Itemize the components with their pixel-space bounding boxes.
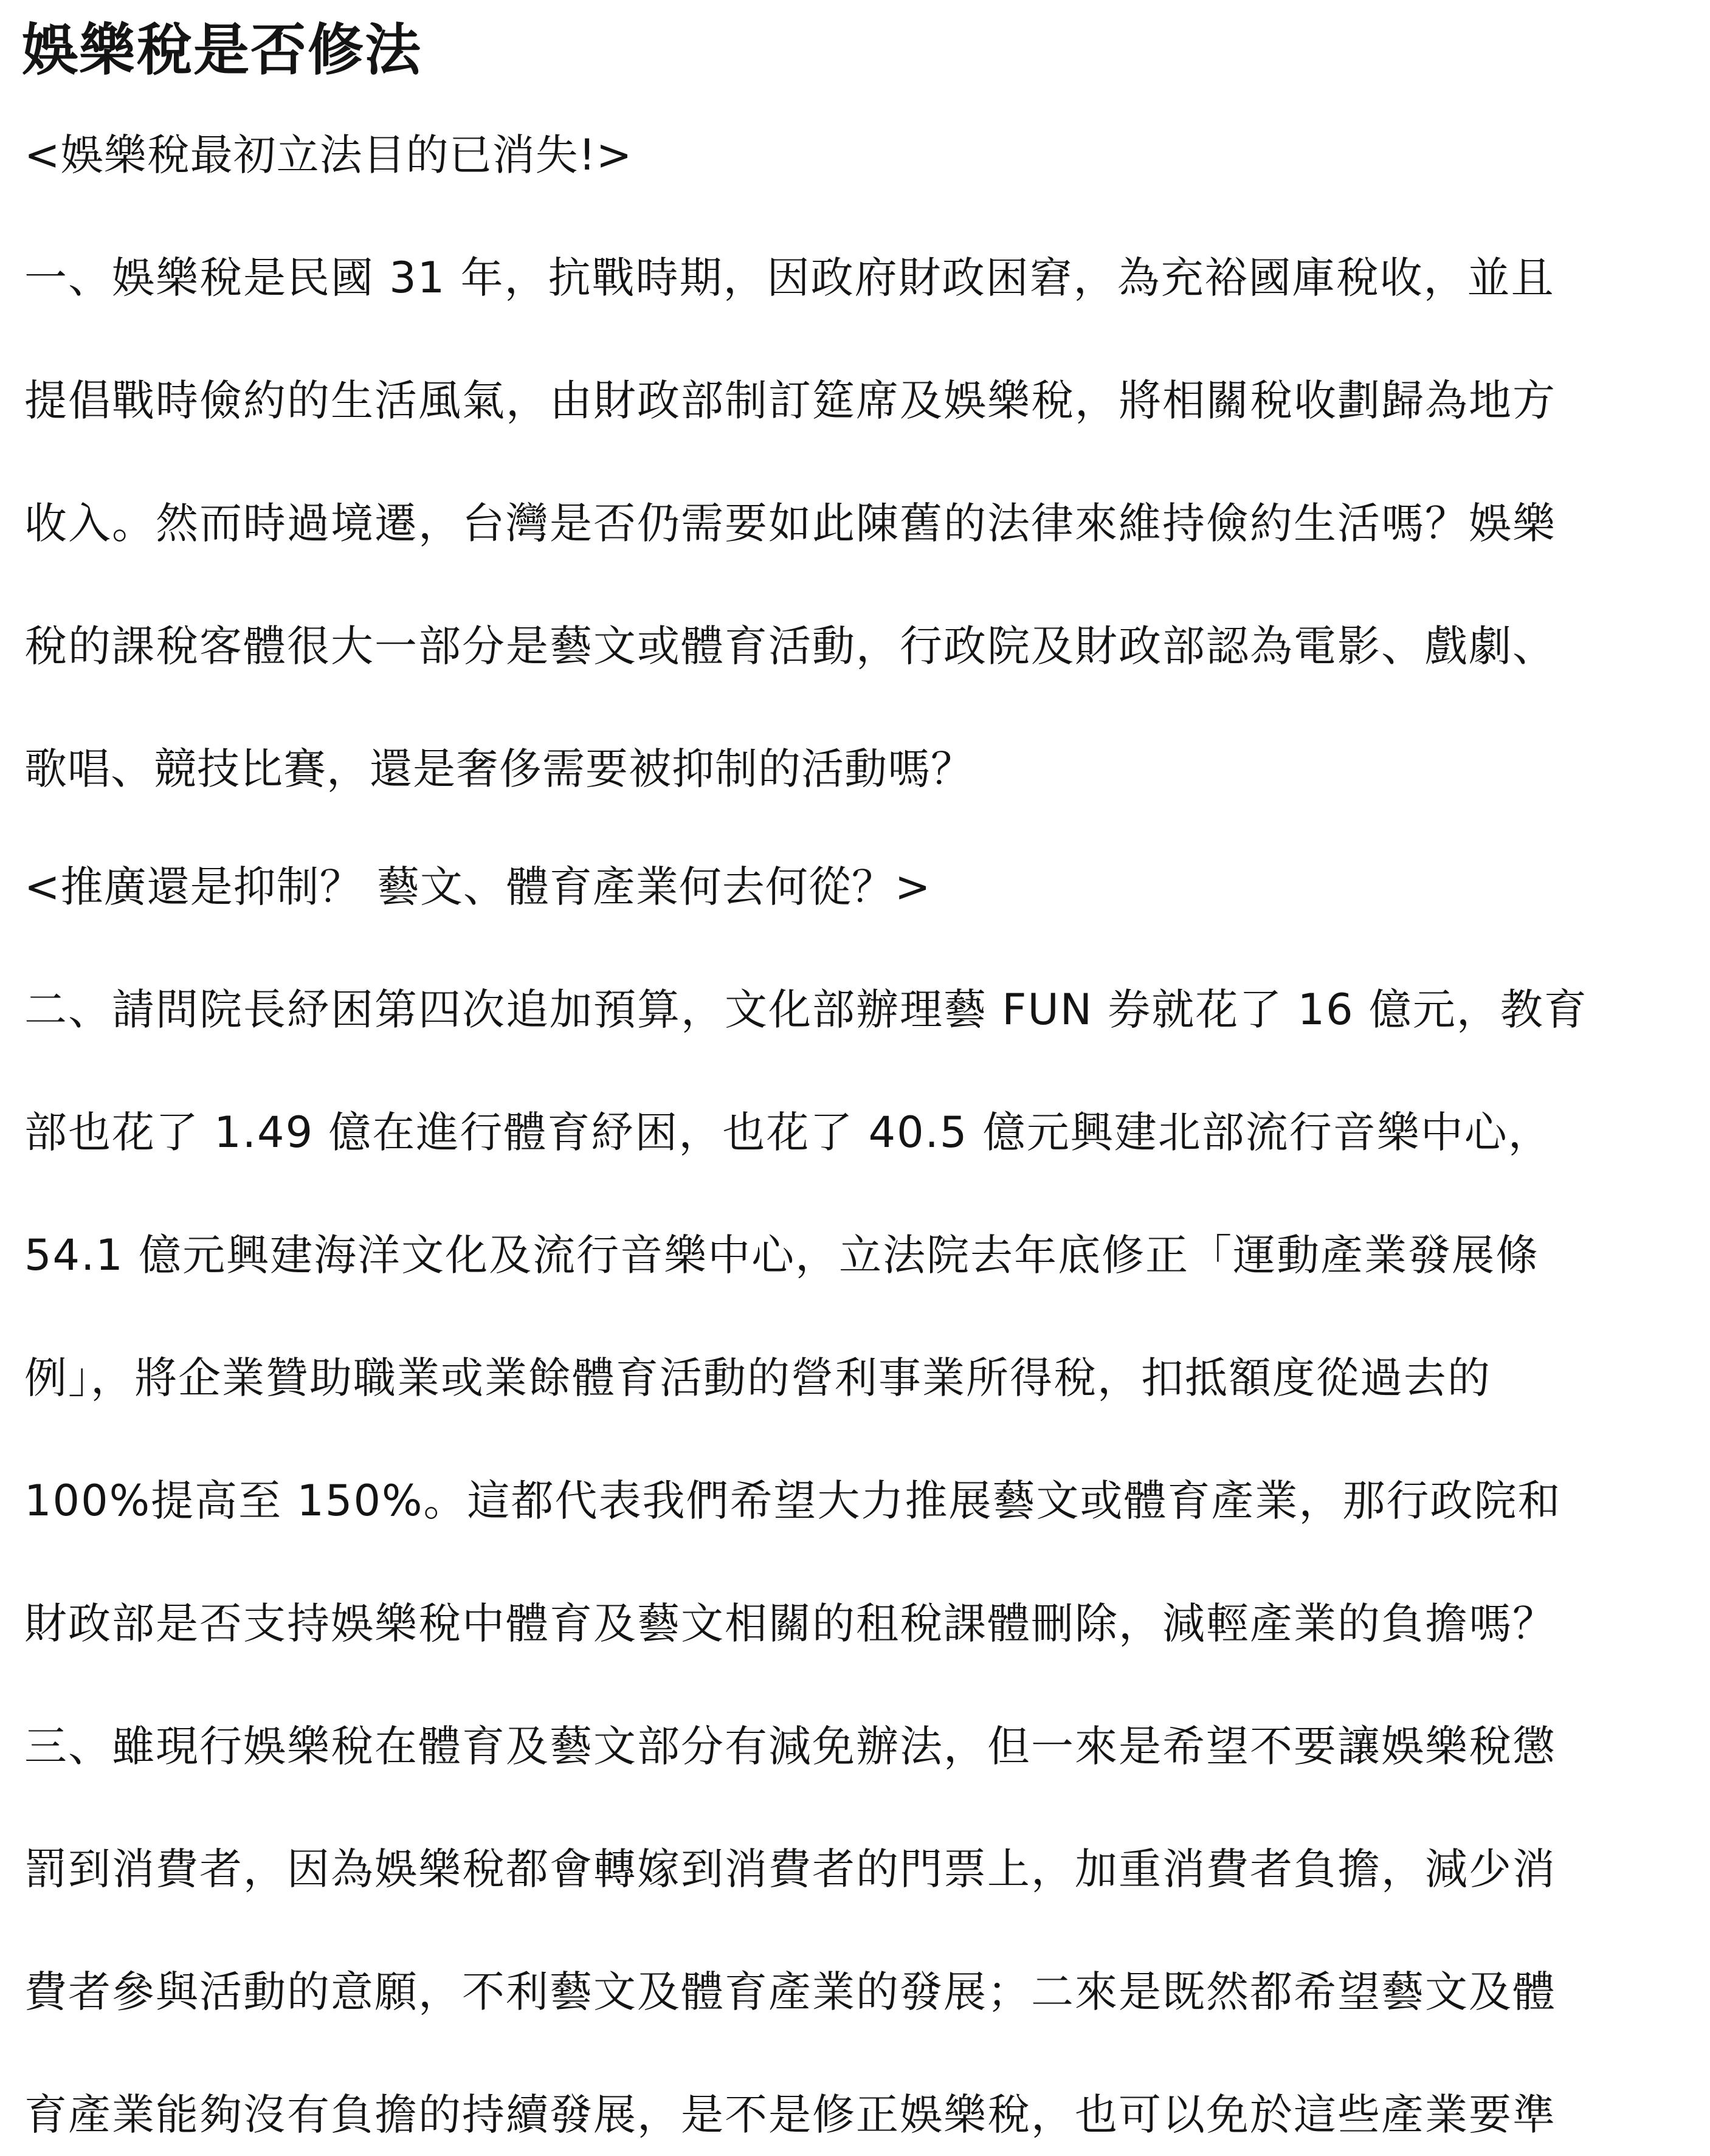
paragraph-line: 二、請問院長紓困第四次追加預算，文化部辦理藝 FUN 券就花了 16 億元，教育 <box>24 985 1588 1035</box>
paragraph-line: 歌唱、競技比賽，還是奢侈需要被抑制的活動嗎？ <box>24 744 974 794</box>
paragraph-line: 育產業能夠沒有負擔的持續發展，是不是修正娛樂稅，也可以免於這些產業要準 <box>24 2090 1556 2140</box>
paragraph-line: 54.1 億元興建海洋文化及流行音樂中心，立法院去年底修正「運動產業發展條 <box>24 1230 1540 1280</box>
section-heading-2: <推廣還是抑制？ 藝文、體育產業何去何從？> <box>24 862 931 912</box>
paragraph-line: 稅的課稅客體很大一部分是藝文或體育活動，行政院及財政部認為電影、戲劇、 <box>24 621 1556 671</box>
section-heading-1: <娛樂稅最初立法目的已消失!> <box>24 130 633 180</box>
paragraph-line: 罰到消費者，因為娛樂稅都會轉嫁到消費者的門票上，加重消費者負擔，減少消 <box>24 1844 1556 1894</box>
paragraph-line: 財政部是否支持娛樂稅中體育及藝文相關的租稅課體刪除，減輕產業的負擔嗎？ <box>24 1599 1556 1648</box>
paragraph-line: 一、娛樂稅是民國 31 年，抗戰時期，因政府財政困窘，為充裕國庫稅收，並且 <box>24 253 1555 303</box>
paragraph-line: 提倡戰時儉約的生活風氣，由財政部制訂筵席及娛樂稅，將相關稅收劃歸為地方 <box>24 376 1556 425</box>
paragraph-line: 100%提高至 150%。這都代表我們希望大力推展藝文或體育產業，那行政院和 <box>24 1476 1562 1526</box>
paragraph-line: 部也花了 1.49 億在進行體育紓困，也花了 40.5 億元興建北部流行音樂中心， <box>24 1107 1552 1157</box>
paragraph-line: 三、雖現行娛樂稅在體育及藝文部分有減免辦法，但一來是希望不要讓娛樂稅懲 <box>24 1721 1556 1771</box>
document-title: 娛樂稅是否修法 <box>22 18 422 83</box>
paragraph-line: 費者參與活動的意願，不利藝文及體育產業的發展；二來是既然都希望藝文及體 <box>24 1967 1556 2017</box>
paragraph-line: 例」，將企業贊助職業或業餘體育活動的營利事業所得稅，扣抵額度從過去的 <box>24 1353 1491 1403</box>
paragraph-line: 收入。然而時過境遷，台灣是否仍需要如此陳舊的法律來維持儉約生活嗎？娛樂 <box>24 498 1556 548</box>
